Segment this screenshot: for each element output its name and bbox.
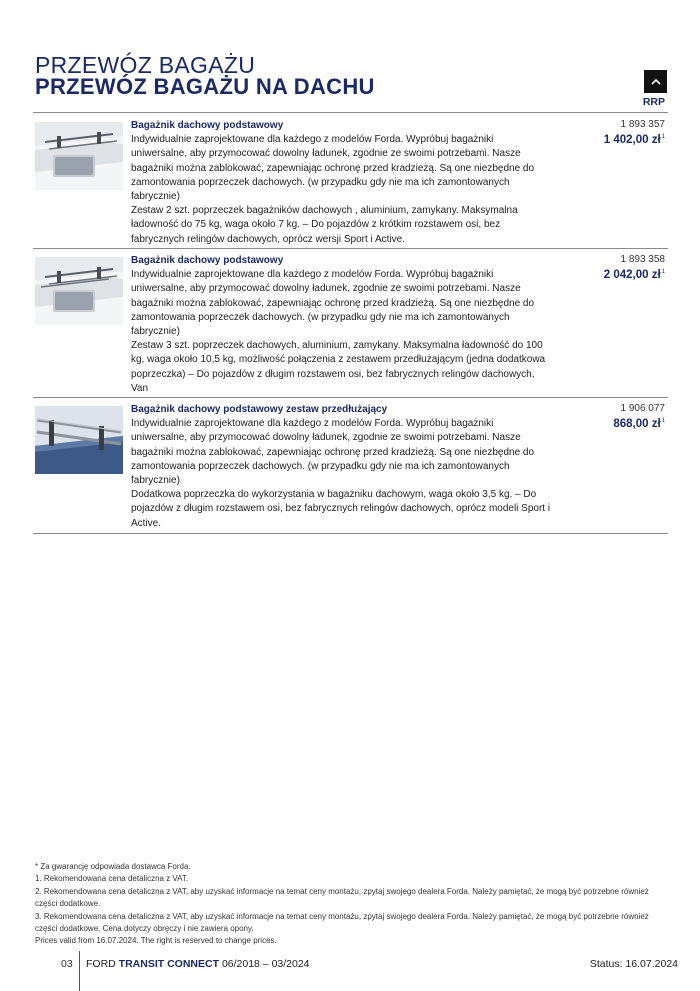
footnote: * Za gwarancję odpowiada dostawca Forda. bbox=[35, 862, 191, 871]
product-code: 1 906 077 bbox=[620, 403, 665, 414]
product-price: 1 402,00 $zł^1$ bbox=[603, 134, 665, 146]
status-date: Status: 16.07.2024 bbox=[589, 958, 678, 970]
product-image bbox=[35, 257, 123, 325]
product-description: Indywidualnie zaprojektowane dla każdego z modelów Forda. Wypróbuj bagażniki uniwersalne, aby przymocować dowolny ładunek, zgodnie ze swoimi potrzebami. Nasze bagażniki można zablokować, zapewniając ochronę przed kradzieżą. Są one niezbędne do zamontowania poprzeczek dachowych. (w przypadku gdy nie ma ich zamontowanych fabrycznie) bbox=[131, 418, 535, 487]
product-details: Zestaw 2 szt. poprzeczek bagażników dachowych , aluminium, zamykany. Maksymalna ładowność do 75 kg, waga około 7 kg. – Do pojazdów z krótkim rozstawem osi, bez fabrycznych relingów dachowych, oprócz wersji Sport i Active. bbox=[131, 205, 518, 245]
product-row bbox=[33, 119, 668, 247]
footnote: Prices valid from 16.07.2024. The right is reserved to change prices. bbox=[35, 936, 277, 946]
product-name: Bagażnik dachowy podstawowy bbox=[131, 120, 284, 131]
product-description: Indywidualnie zaprojektowane dla każdego z modelów Forda. Wypróbuj bagażniki uniwersalne, aby przymocować dowolny ładunek, zgodnie ze swoimi potrzebami. Nasze bagażniki można zablokować, zapewniając ochronę przed kradzieżą. Są one niezbędne do zamontowania poprzeczek dachowych. (w przypadku gdy nie ma ich zamontowanych fabrycznie) bbox=[131, 134, 535, 203]
product-code: 1 893 357 bbox=[620, 119, 665, 130]
footnotes bbox=[35, 861, 665, 948]
page-number: 03 bbox=[61, 958, 73, 970]
footnote: 1. Rekomendowana cena detaliczna z VAT. bbox=[35, 874, 189, 884]
divider bbox=[33, 112, 668, 113]
footer-brand bbox=[86, 958, 310, 970]
page-title: PRZEWÓZ BAGAŻU bbox=[35, 52, 256, 78]
footnote: 2. Rekomendowana cena detaliczna z VAT, aby uzyskać informacje na temat ceny montażu, zpytaj swojego dealera Forda. Należy pamiętać, że mogą być potrzebne również części dodatkowe. bbox=[35, 886, 649, 909]
product-description: Indywidualnie zaprojektowane dla każdego z modelów Forda. Wypróbuj bagażniki uniwersalne, aby przymocować dowolny ładunek, zgodnie ze swoimi potrzebami. Nasze bagażniki można zablokować, zapewniając ochronę przed kradzieżą. Są one niezbędne do zamontowania poprzeczek dachowych. (w przypadku gdy nie ma ich zamontowanych fabrycznie) bbox=[131, 269, 535, 338]
product-row bbox=[33, 403, 668, 531]
rrp-label: RRP bbox=[642, 96, 665, 108]
product-row bbox=[33, 254, 668, 396]
page-subtitle: PRZEWÓZ BAGAŻU NA DACHU bbox=[35, 74, 375, 99]
divider bbox=[33, 248, 668, 249]
divider bbox=[33, 397, 668, 398]
model-years: 06/2018 – 03/2024 bbox=[221, 958, 310, 970]
product-details: Zestaw 3 szt. poprzeczek dachowych, aluminium, zamykany. Maksymalna ładowność do 100 kg, waga około 10,5 kg, możliwość połączenia z zestawem przedłużającym (jedna dodatkowa poprzeczka) – Do pojazdów z długim rozstawem osi, bez fabrycznych relingów dachowych, Van bbox=[131, 340, 546, 394]
product-code: 1 893 358 bbox=[620, 254, 665, 265]
product-image bbox=[35, 122, 123, 190]
brand-name: FORD bbox=[86, 958, 116, 970]
model-name: TRANSIT CONNECT bbox=[118, 958, 220, 970]
product-details: Dodatkowa poprzeczka do wykorzystania w bagażniku dachowym, waga około 3,5 kg. – Do pojazdów z długim rozstawem osi, bez fabrycznych relingów dachowych, oprócz modeli Sport i Active. bbox=[131, 489, 551, 529]
chevron-up-icon bbox=[651, 78, 661, 85]
footnote: 3. Rekomendowana cena detaliczna z VAT, aby uzyskać informacje na temat ceny montażu, zpytaj swojego dealera Forda. Należy pamiętać, że mogą być potrzebne również części dodatkowe. Cena dotyczy obręczy i nie zawiera opony. bbox=[35, 911, 649, 934]
product-name: Bagażnik dachowy podstawowy bbox=[131, 255, 284, 266]
divider bbox=[33, 533, 668, 534]
product-price: 2 042,00 $zł^1$ bbox=[603, 269, 665, 281]
product-image bbox=[35, 406, 123, 474]
scroll-up-button[interactable] bbox=[644, 70, 667, 93]
footer-divider bbox=[79, 951, 80, 991]
product-name: Bagażnik dachowy podstawowy zestaw przedłużający bbox=[131, 404, 388, 415]
product-price: 868,00 $zł^1$ bbox=[613, 418, 665, 430]
